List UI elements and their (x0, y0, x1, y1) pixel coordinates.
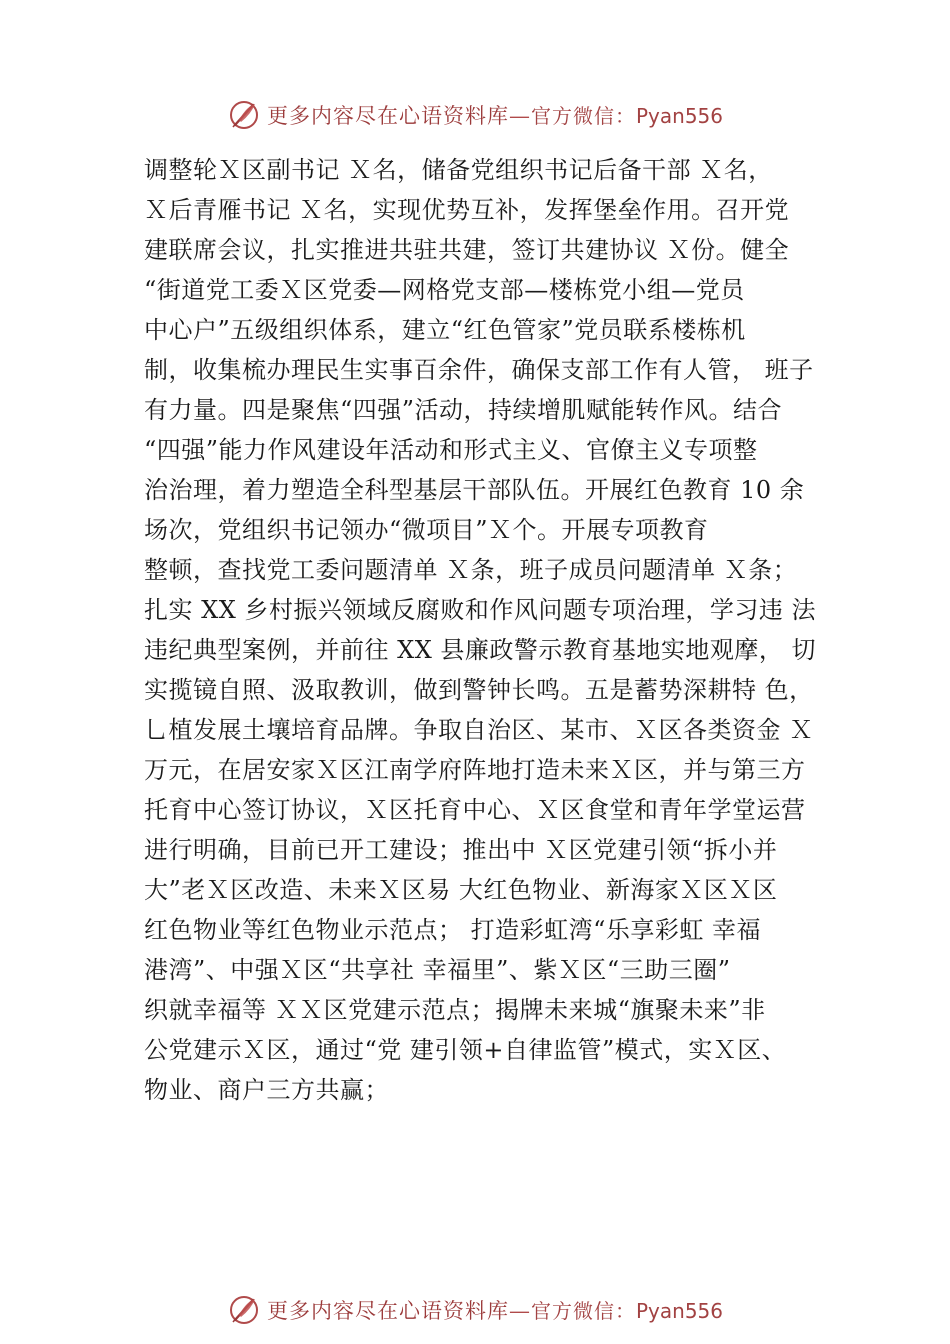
body-line: 场次，党组织书记领办“微项目”Ｘ个。开展专项教育 (144, 516, 709, 544)
watermark-separator: — (508, 1299, 531, 1323)
body-line: 建联席会议，扎实推进共驻共建，签订共建协议 Ｘ份。健全 (144, 236, 790, 264)
watermark-slogan: 更多内容尽在心语资料库 (266, 104, 509, 128)
watermark-text (267, 1295, 723, 1325)
body-line: 有力量。四是聚焦“四强”活动，持续增肌赋能转作风。结合 (144, 396, 783, 424)
body-line: “街道党工委Ｘ区党委—网格党支部—楼栋党小组—党员 (144, 276, 745, 304)
body-line: 红色物业等红色物业示范点； 打造彩虹湾“乐享彩虹 幸福 (144, 916, 762, 944)
quill-pen-logo-icon (227, 98, 261, 132)
body-line: “四强”能力作风建设年活动和形式主义、官僚主义专项整 (144, 436, 758, 464)
body-line: 治治理，着力塑造全科型基层干部队伍。开展红色教育 10 余 (144, 476, 805, 504)
body-line: 港湾”、中强Ｘ区“共享社 幸福里”、紫Ｘ区“三助三圈” (144, 956, 731, 984)
body-line: 物业、商户三方共赢； (144, 1076, 389, 1104)
body-line: 公党建示Ｘ区，通过“党 建引领+自律监管”模式，实Ｘ区、 (144, 1036, 787, 1064)
document-body (144, 153, 844, 1113)
watermark-account: Pyan556 (635, 1299, 723, 1323)
body-line: 调整轮Ｘ区副书记 Ｘ名，储备党组织书记后备干部 Ｘ名， (144, 156, 773, 184)
body-line: 实揽镜自照、汲取教训，做到警钟长鸣。五是蓄势深耕特 色， (144, 676, 814, 704)
body-line: 织就幸福等 ＸＸ区党建示范点；揭牌未来城“旗聚未来”非 (144, 996, 766, 1024)
body-line: 制，收集梳办理民生实事百余件，确保支部工作有人管， 班子 (144, 356, 814, 384)
body-line: 托育中心签订协议，Ｘ区托育中心、Ｘ区食堂和青年学堂运营 (144, 796, 806, 824)
body-line: 中心户”五级组织体系，建立“红色管家”党员联系楼栋机 (144, 316, 746, 344)
body-line: 整顿，查找党工委问题清单 Ｘ条，班子成员问题清单 Ｘ条； (144, 556, 798, 584)
body-line: 大”老Ｘ区改造、未来Ｘ区易 大红色物业、新海家Ｘ区Ｘ区 (144, 876, 778, 904)
watermark-channel-label: 官方微信： (530, 1299, 636, 1323)
quill-pen-logo-icon (227, 1293, 261, 1327)
body-line: 乚植发展土壤培育品牌。争取自治区、某市、Ｘ区各类资金 Ｘ (144, 716, 814, 744)
body-line: Ｘ后青雁书记 Ｘ名，实现优势互补，发挥堡垒作用。召开党 (144, 196, 790, 224)
watermark-text (267, 100, 723, 130)
body-line: 进行明确，目前已开工建设；推出中 Ｘ区党建引领“拆小并 (144, 836, 778, 864)
watermark-account: Pyan556 (635, 104, 723, 128)
body-line: 万元，在居安家Ｘ区江南学府阵地打造未来Ｘ区，并与第三方 (144, 756, 806, 784)
body-line: 扎实 XX 乡村振兴领域反腐败和作风问题专项治理，学习违 法 (144, 596, 817, 624)
watermark-slogan: 更多内容尽在心语资料库 (266, 1299, 509, 1323)
footer-watermark (0, 1290, 950, 1330)
header-watermark (0, 95, 950, 135)
watermark-separator: — (508, 104, 531, 128)
watermark-channel-label: 官方微信： (530, 104, 636, 128)
body-line: 违纪典型案例，并前往 XX 县廉政警示教育基地实地观摩， 切 (144, 636, 817, 664)
